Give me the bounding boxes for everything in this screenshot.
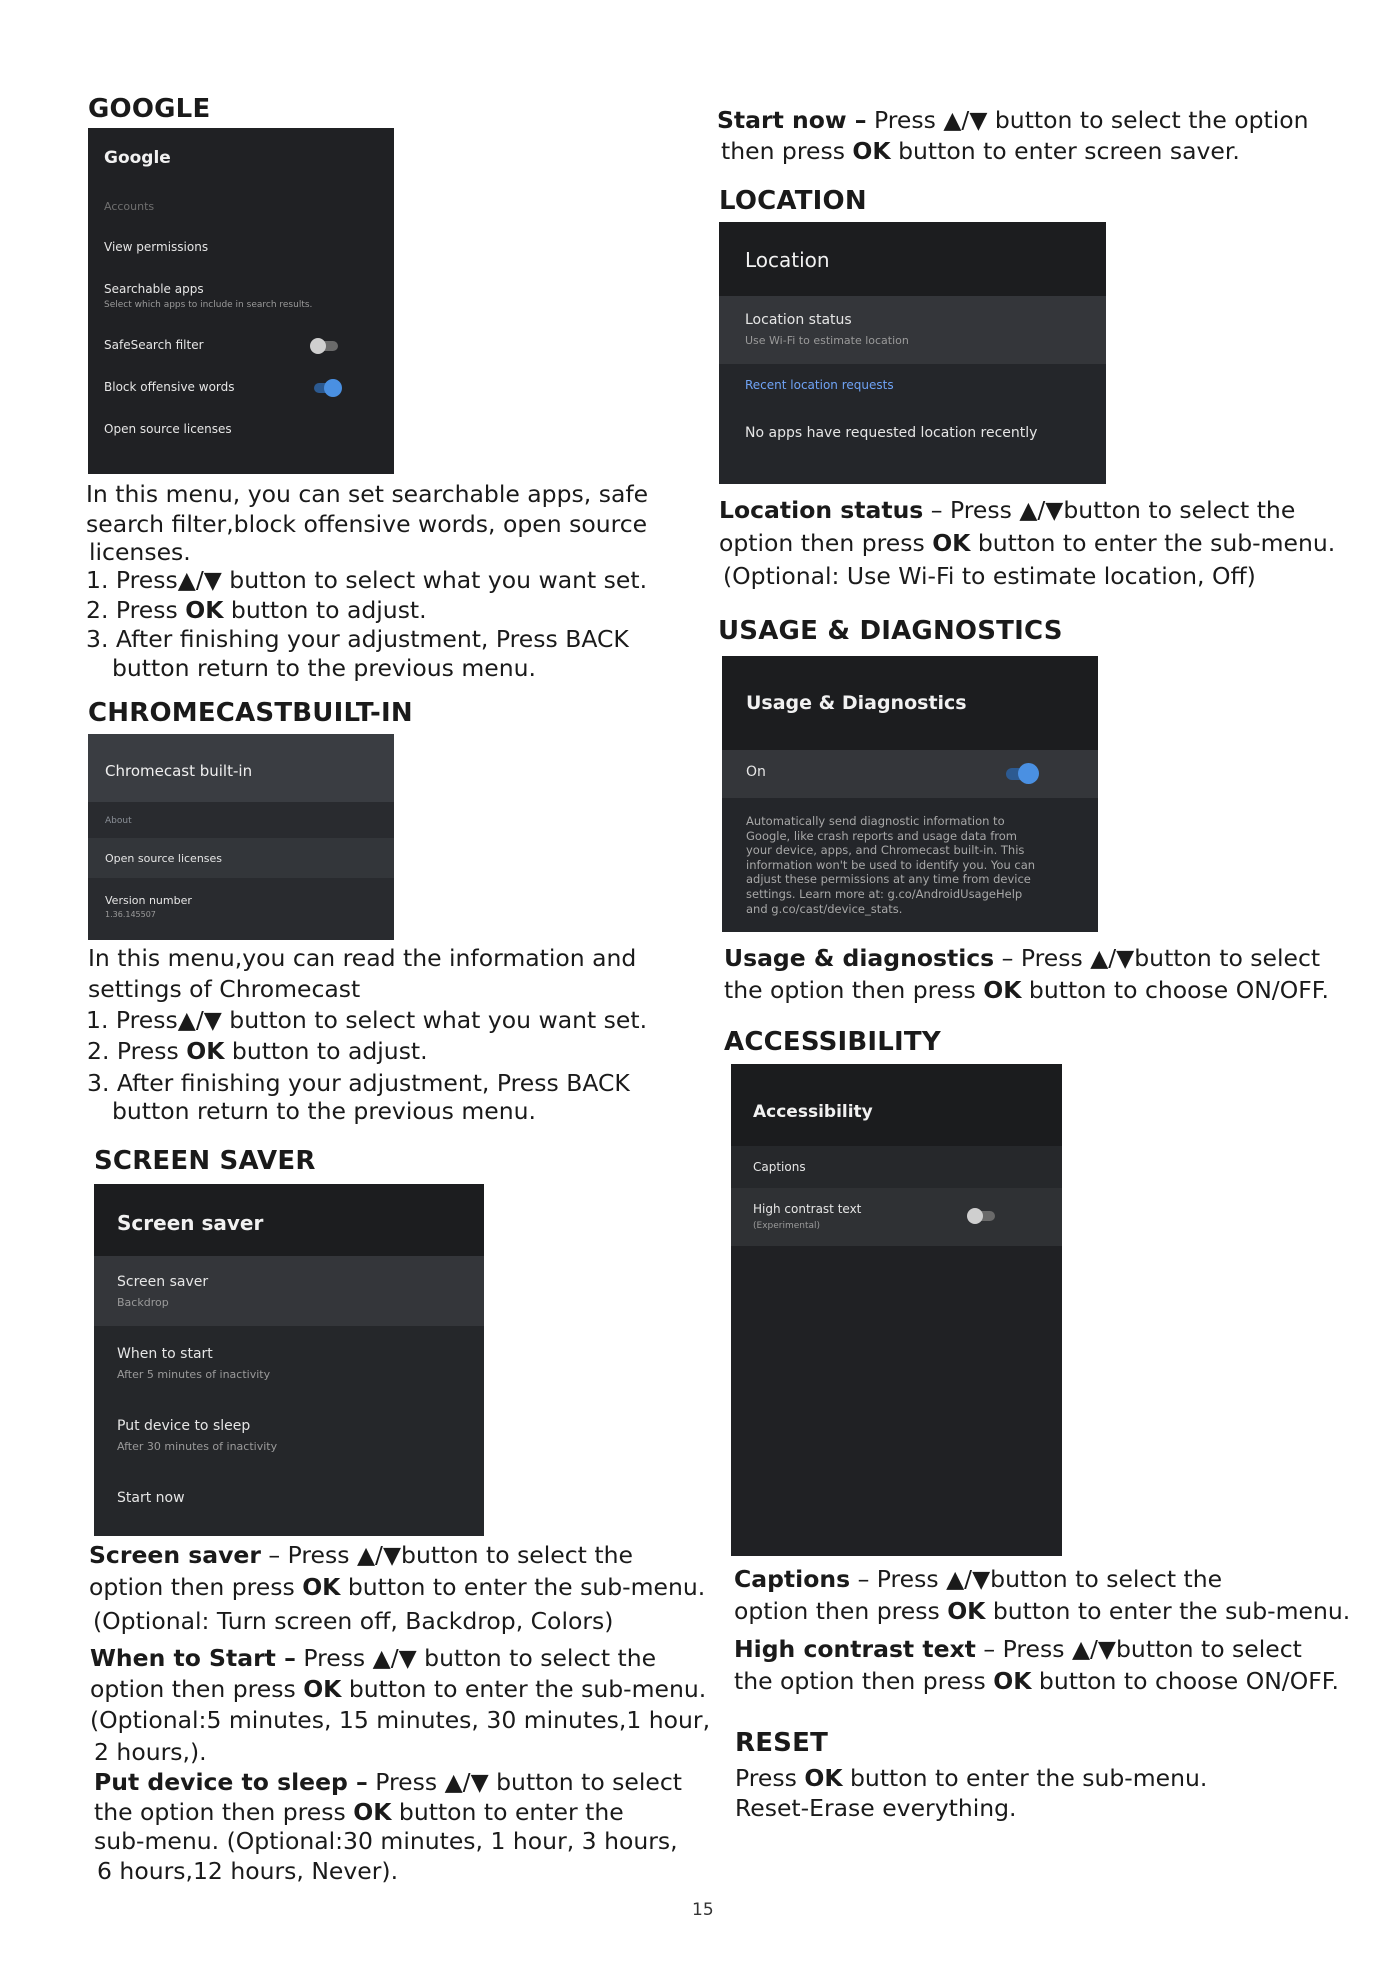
chromecast-heading: CHROMECASTBUILT-IN — [88, 698, 413, 728]
high-contrast-text-item[interactable]: High contrast text — [753, 1202, 862, 1216]
google-steps: 1. Press▲/▼ button to select what you want set. 2. Press OK button to adjust. 3. After finishing your adjustment, Press BACK button return to the previous menu. — [86, 566, 648, 682]
location-status-item-sub: Use Wi-Fi to estimate location — [745, 334, 909, 347]
start-now-item[interactable]: Start now — [117, 1490, 185, 1506]
accessibility-heading: ACCESSIBILITY — [724, 1027, 941, 1057]
google-item-searchable-apps-sub: Select which apps to include in search results. — [104, 300, 313, 310]
screen-saver-description: Screen saver – Press ▲/▼button to select the option then press OK button to enter the sub-menu. (Optional: Turn screen off, Backdrop, Colors) — [89, 1541, 706, 1635]
screen-saver-panel — [94, 1184, 484, 1536]
screen-saver-item-sub: Backdrop — [117, 1296, 169, 1309]
location-panel-title: Location — [745, 248, 830, 272]
start-now-description: Start now – Press ▲/▼ button to select the option then press OK button to enter screen saver. — [717, 106, 1309, 165]
google-heading: GOOGLE — [88, 94, 211, 124]
screen-saver-panel-title: Screen saver — [117, 1211, 264, 1235]
chromecast-steps: 1. Press▲/▼ button to select what you want set. 2. Press OK button to adjust. 3. After finishing your adjustment, Press BACK button return to the previous menu. — [86, 1006, 648, 1125]
reset-heading: RESET — [735, 1728, 829, 1758]
usage-panel — [722, 656, 1098, 932]
reset-description: Press OK button to enter the sub-menu. Reset-Erase everything. — [735, 1764, 1208, 1822]
google-panel-category: Accounts — [104, 200, 155, 213]
location-status-item[interactable]: Location status — [745, 312, 852, 328]
captions-description: Captions – Press ▲/▼button to select the option then press OK button to enter the sub-menu. — [734, 1565, 1351, 1625]
google-item-searchable-apps[interactable]: Searchable apps — [104, 282, 204, 296]
page-number: 15 — [692, 1900, 714, 1920]
chromecast-panel-category: About — [105, 816, 132, 826]
chromecast-description: In this menu,you can read the information and settings of Chromecast — [88, 944, 637, 1003]
put-device-to-sleep-item-sub: After 30 minutes of inactivity — [117, 1440, 278, 1453]
put-device-to-sleep-description: Put device to sleep – Press ▲/▼ button to select the option then press OK button to enter the sub-menu. (Optional:30 minutes, 1 hour, 3 hours, 6 hours,12 hours, Never). — [94, 1768, 682, 1885]
put-device-to-sleep-item[interactable]: Put device to sleep — [117, 1418, 251, 1434]
usage-description: Usage & diagnostics – Press ▲/▼button to select the option then press OK button to choose ON/OFF. — [724, 944, 1329, 1004]
location-panel — [719, 222, 1106, 484]
location-status-description: Location status – Press ▲/▼button to select the option then press OK button to enter the sub-menu. (Optional: Use Wi-Fi to estimate location, Off) — [719, 496, 1336, 590]
google-panel-title: Google — [104, 148, 171, 168]
when-to-start-description: When to Start – Press ▲/▼ button to select the option then press OK button to enter the sub-menu. (Optional:5 minutes, 15 minutes, 30 minutes,1 hour, 2 hours,). — [90, 1644, 711, 1766]
when-to-start-item-sub: After 5 minutes of inactivity — [117, 1368, 271, 1381]
google-item-view-permissions[interactable]: View permissions — [104, 240, 209, 254]
chromecast-item-version[interactable]: Version number — [105, 894, 192, 907]
chromecast-item-version-number: 1.36.145507 — [105, 910, 156, 919]
google-settings-panel — [88, 128, 394, 474]
usage-panel-description: Automatically send diagnostic information to Google, like crash reports and usage data from your device, apps, and Chromecast built-in. This information won't be used to identify you. You can adjust these permissions at any time from device settings. Learn more at: g.co/AndroidUsageHelp and g.co/cast/device_stats. — [746, 814, 1036, 916]
usage-on-item[interactable]: On — [746, 764, 766, 780]
high-contrast-description: High contrast text – Press ▲/▼button to select the option then press OK button to choose ON/OFF. — [734, 1635, 1339, 1695]
google-item-block-offensive[interactable]: Block offensive words — [104, 380, 235, 394]
location-no-apps-note: No apps have requested location recently — [745, 425, 1038, 441]
captions-item[interactable]: Captions — [753, 1160, 806, 1174]
location-heading: LOCATION — [719, 186, 867, 216]
screen-saver-heading: SCREEN SAVER — [94, 1146, 316, 1176]
chromecast-panel-title: Chromecast built-in — [105, 762, 253, 780]
google-item-safesearch[interactable]: SafeSearch filter — [104, 338, 204, 352]
screen-saver-item[interactable]: Screen saver — [117, 1274, 209, 1290]
accessibility-panel — [731, 1064, 1062, 1556]
accessibility-panel-title: Accessibility — [753, 1102, 873, 1122]
usage-panel-title: Usage & Diagnostics — [746, 692, 967, 714]
high-contrast-text-item-sub: (Experimental) — [753, 1221, 821, 1231]
chromecast-item-open-source[interactable]: Open source licenses — [105, 852, 223, 865]
recent-location-requests-label: Recent location requests — [745, 378, 894, 392]
google-item-open-source[interactable]: Open source licenses — [104, 422, 232, 436]
google-description: In this menu, you can set searchable apps, safe search filter,block offensive words, open source licenses. — [86, 480, 649, 566]
chromecast-settings-panel — [88, 734, 394, 940]
usage-heading: USAGE & DIAGNOSTICS — [718, 616, 1063, 646]
when-to-start-item[interactable]: When to start — [117, 1346, 213, 1362]
